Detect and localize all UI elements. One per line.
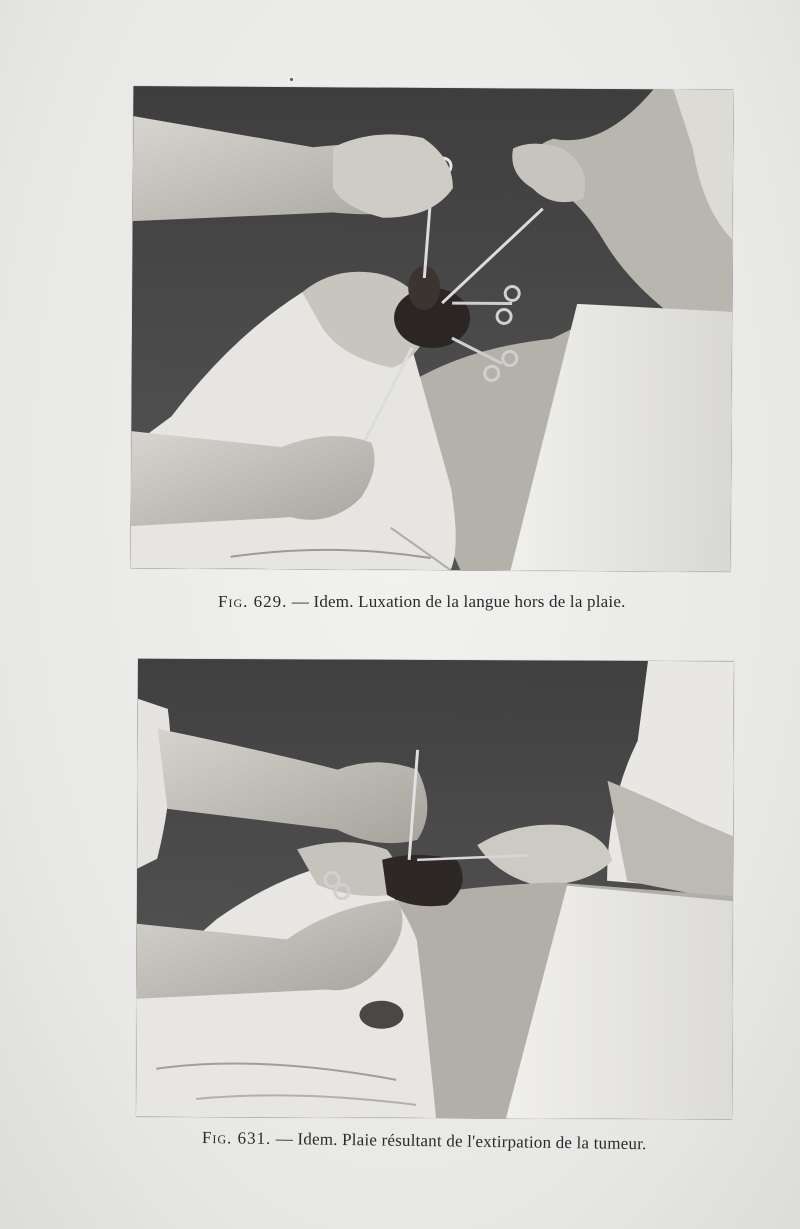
figure-629-photograph bbox=[131, 86, 734, 572]
figure-631-label: Fig. 631. bbox=[201, 1128, 272, 1148]
figure-629-label: Fig. 629. bbox=[218, 592, 288, 611]
print-speck bbox=[290, 78, 293, 81]
figure-629-caption-text: — Idem. Luxation de la langue hors de la plaie. bbox=[291, 592, 626, 611]
figure-629-caption bbox=[218, 592, 626, 612]
figure-631-photograph bbox=[136, 659, 734, 1120]
surgery-photo-tongue-luxation bbox=[131, 86, 734, 572]
surgery-photo-tumor-extirpation bbox=[136, 659, 734, 1120]
figure-631-caption bbox=[202, 1128, 647, 1154]
figure-631-caption-text: — Idem. Plaie résultant de l'extirpation de la tumeur. bbox=[275, 1129, 647, 1154]
